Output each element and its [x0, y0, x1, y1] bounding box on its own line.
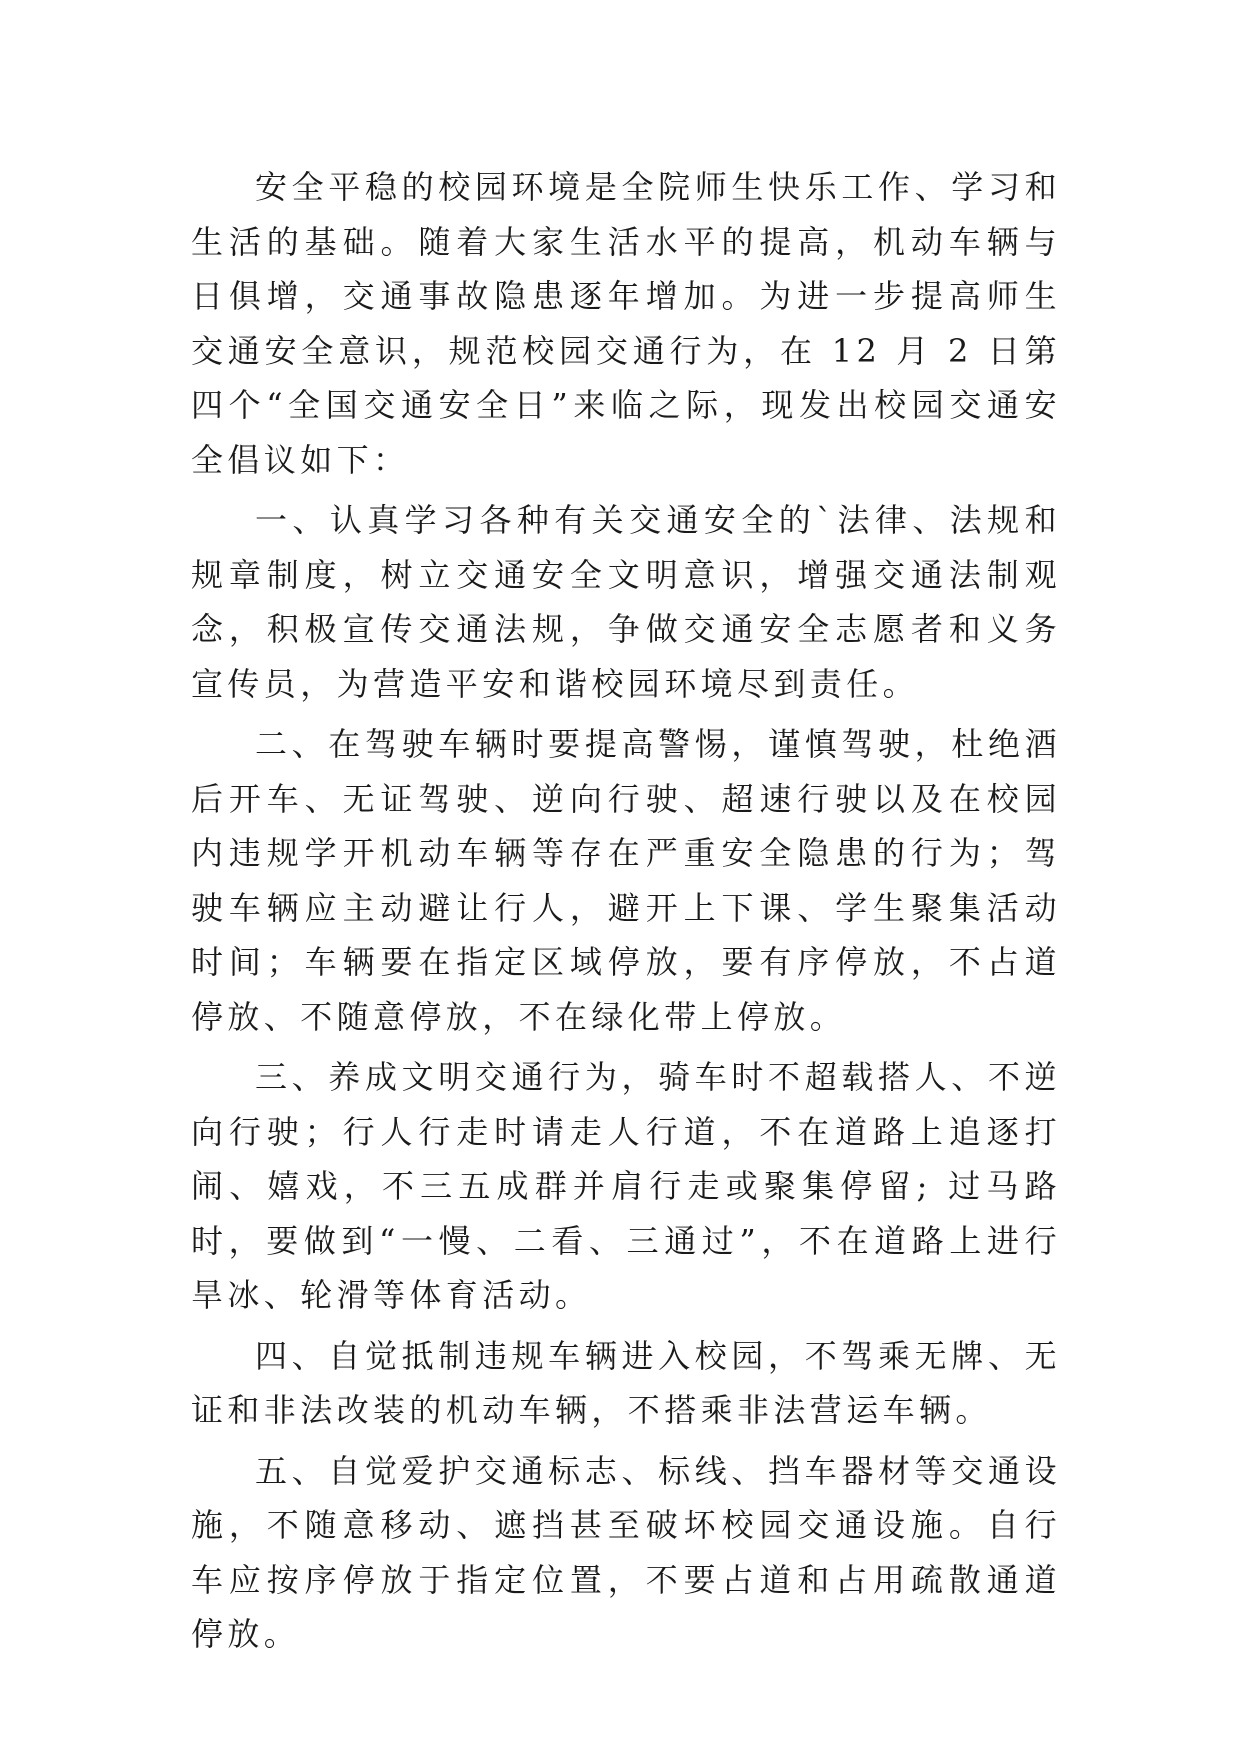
document-body — [191, 160, 1061, 1668]
paragraph-item-3: 三、养成文明交通行为，骑车时不超载搭人、不逆向行驶；行人行走时请走人行道，不在道路上追逐打闹、嬉戏，不三五成群并肩行走或聚集停留; 过马路时，要做到“一慢、二看、三通过”，不在道路上进行旱冰、轮滑等体育活动。 — [191, 1058, 1061, 1314]
paragraph-item-2: 二、在驾驶车辆时要提高警惕，谨慎驾驶，杜绝酒后开车、无证驾驶、逆向行驶、超速行驶以及在校园内违规学开机动车辆等存在严重安全隐患的行为；驾驶车辆应主动避让行人，避开上下课、学生聚集活动时间；车辆要在指定区域停放，要有序停放，不占道停放、不随意停放，不在绿化带上停放。 — [191, 725, 1061, 1036]
paragraph-item-4: 四、自觉抵制违规车辆进入校园，不驾乘无牌、无证和非法改装的机动车辆，不搭乘非法营运车辆。 — [191, 1336, 1061, 1429]
paragraph-item-1: 一、认真学习各种有关交通安全的`法律、法规和规章制度，树立交通安全文明意识，增强交通法制观念，积极宣传交通法规，争做交通安全志愿者和义务宣传员，为营造平安和谐校园环境尽到责任。 — [191, 501, 1061, 703]
paragraph-item-5: 五、自觉爱护交通标志、标线、挡车器材等交通设施，不随意移动、遮挡甚至破坏校园交通设施。自行车应按序停放于指定位置，不要占道和占用疏散通道停放。 — [191, 1451, 1061, 1653]
paragraph-intro: 安全平稳的校园环境是全院师生快乐工作、学习和生活的基础。随着大家生活水平的提高，机动车辆与日俱增，交通事故隐患逐年增加。为进一步提高师生交通安全意识，规范校园交通行为，在 12 月 2 日第四个“全国交通安全日”来临之际，现发出校园交通安全倡议如下： — [191, 168, 1061, 479]
